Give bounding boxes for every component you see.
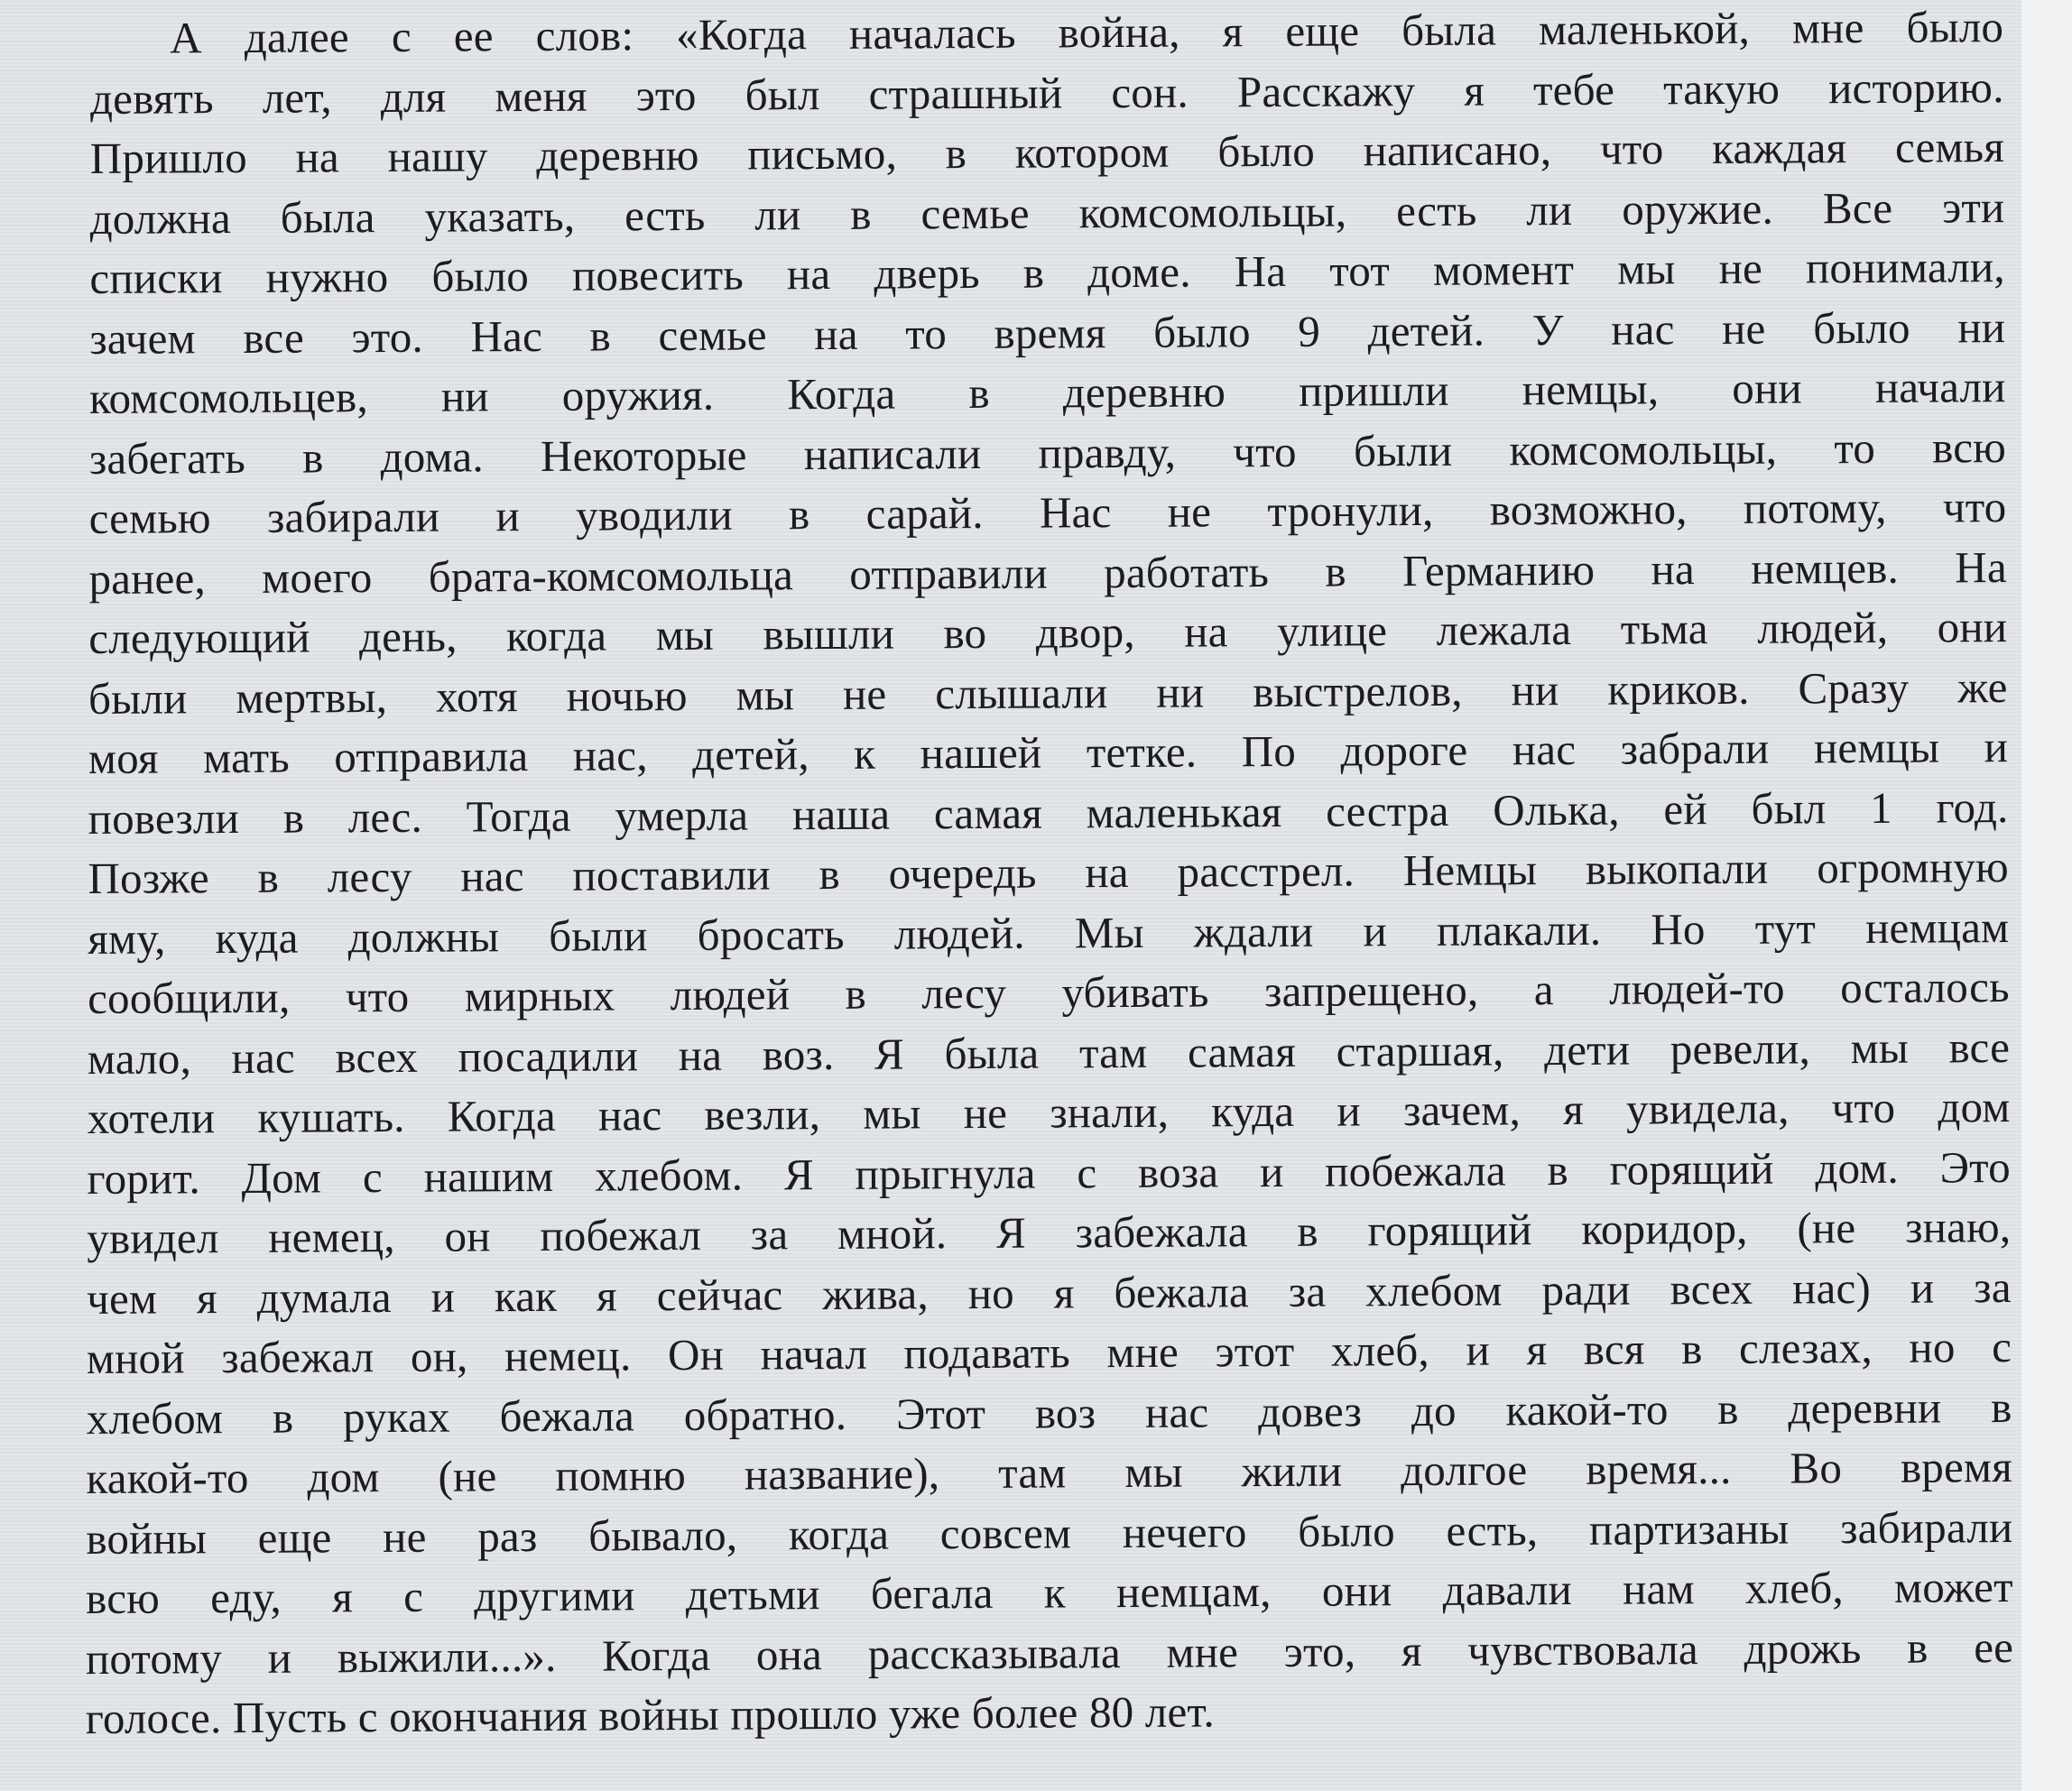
- text-line: мной забежал он, немец. Он начал подавать мне этот хлеб, и я вся в слезах, но с: [86, 1322, 2012, 1384]
- text-line: комсомольцев, ни оружия. Когда в деревню пришли немцы, они начали: [88, 362, 2006, 424]
- text-line: были мертвы, хотя ночью мы не слышали ни выстрелов, ни криков. Сразу же: [88, 661, 2008, 724]
- text-line: моя мать отправила нас, детей, к нашей тетке. По дороге нас забрали немцы и: [88, 722, 2009, 784]
- text-line: хотели кушать. Когда нас везли, мы не знали, куда и зачем, я увидела, что дом: [87, 1082, 2011, 1144]
- text-line: Позже в лесу нас поставили в очередь на расстрел. Немцы выкопали огромную: [88, 842, 2010, 904]
- text-line: Пришло на нашу деревню письмо, в котором было написано, что каждая семья: [89, 122, 2005, 184]
- text-line: сообщили, что мирных людей в лесу убивать запрещено, а людей-то осталось: [87, 962, 2010, 1024]
- text-line: зачем все это. Нас в семье на то время было 9 детей. У нас не было ни: [89, 301, 2006, 364]
- text-line: списки нужно было повесить на дверь в доме. На тот момент мы не понимали,: [89, 242, 2005, 304]
- text-line: мало, нас всех посадили на воз. Я была там самая старшая, дети ревели, мы все: [87, 1021, 2011, 1084]
- screen-edge: [2021, 0, 2072, 1791]
- text-line: девять лет, для меня это был страшный сон. Расскажу я тебе такую историю.: [89, 61, 2004, 124]
- text-line: войны еще не раз бывало, когда совсем нечего было есть, партизаны забирали: [86, 1501, 2013, 1564]
- text-line: А далее с ее слов: «Когда началась война, я еще была маленькой, мне было: [170, 2, 2004, 63]
- text-line: увидел немец, он побежал за мной. Я забежала в горящий коридор, (не знаю,: [87, 1202, 2012, 1264]
- text-line: забегать в дома. Некоторые написали правду, что были комсомольцы, то всю: [88, 421, 2007, 484]
- text-line: ранее, моего брата-комсомольца отправили работать в Германию на немцев. На: [88, 541, 2007, 604]
- text-line: горит. Дом с нашим хлебом. Я прыгнула с воза и побежала в горящий дом. Это: [87, 1141, 2012, 1204]
- text-line: потому и выжили...». Когда она рассказывала мне это, я чувствовала дрожь в ее: [85, 1621, 2014, 1684]
- text-line: должна была указать, есть ли в семье комсомольцы, есть ли оружие. Все эти: [89, 181, 2005, 244]
- document-text: [85, 0, 2014, 1749]
- text-line: голосе. Пусть с окончания войны прошло уже более 80 лет.: [85, 1686, 1215, 1744]
- text-line: всю еду, я с другими детьми бегала к немцам, они давали нам хлеб, может: [85, 1562, 2013, 1624]
- text-line: чем я думала и как я сейчас жива, но я бежала за хлебом ради всех нас) и за: [86, 1261, 2012, 1324]
- text-line: повезли в лес. Тогда умерла наша самая маленькая сестра Олька, ей был 1 год.: [88, 781, 2009, 844]
- text-line: яму, куда должны были бросать людей. Мы ждали и плакали. Но тут немцам: [88, 901, 2010, 964]
- text-line: следующий день, когда мы вышли во двор, на улице лежала тьма людей, они: [88, 602, 2008, 664]
- text-line: хлебом в руках бежала обратно. Этот воз нас довез до какой-то в деревни в: [86, 1381, 2012, 1444]
- text-line: семью забирали и уводили в сарай. Нас не тронули, возможно, потому, что: [88, 482, 2007, 544]
- text-line: какой-то дом (не помню название), там мы жили долгое время... Во время: [86, 1442, 2013, 1504]
